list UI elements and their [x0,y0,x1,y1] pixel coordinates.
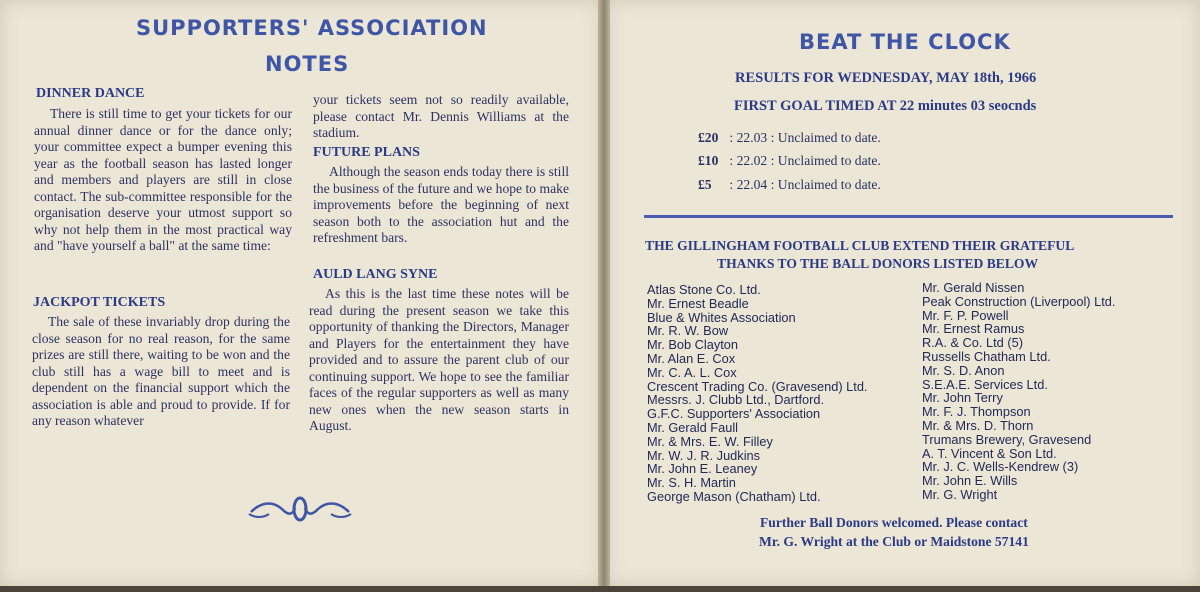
list-item: Messrs. J. Clubb Ltd., Dartford. [647,392,825,408]
list-item: Mr. S. D. Anon [922,362,1005,378]
prize-status: Unclaimed to date. [777,177,881,192]
list-item: Mr. R. W. Bow [647,323,729,339]
prize-status: Unclaimed to date. [777,130,881,145]
ornament-flourish-icon [245,492,355,526]
list-item: Blue & Whites Association [647,309,796,325]
auld-lang-syne-text: As this is the last time these notes will be read during the present season we take this opportunity of thanking the Directors, Manager and Players for the entertainment they have provided and to assure the parent club of our continuing support. We hope to see the familiar faces of the regular supporters as well as many new ones when the new season starts in August. [309,286,569,433]
list-item: Mr. Alan E. Cox [647,350,736,366]
list-item: Mr. C. A. L. Cox [647,364,737,380]
list-item: Mr. & Mrs. E. W. Filley [647,433,773,449]
dinner-dance-text: There is still time to get your tickets for our annual dinner dance or for the dance only; your committee expect a bumper evening this year as the football season has lasted longer and members and players are still in close contact. The sub-committee responsible for the organisation deserve your utmost support so why not help them in the most practical way and "have yourself a ball" at the same time: [34,106,292,253]
donors-right-list [922,281,1115,502]
list-item: Mr. F. P. Powell [922,307,1009,323]
left-page [0,0,602,586]
results-line: RESULTS FOR WEDNESDAY, MAY 18th, 1966 [735,70,1037,86]
list-item: Mr. S. H. Martin [647,475,736,491]
list-item: Mr. Ernest Ramus [922,321,1025,337]
list-item: Mr. John E. Leaney [647,461,758,477]
section-divider [644,215,1173,218]
jackpot-tickets-heading: JACKPOT TICKETS [33,295,166,310]
prize-row: £5 : 22.04 : Unclaimed to date. [698,177,881,192]
auld-lang-syne-heading: AULD LANG SYNE [313,267,438,282]
first-goal-line: FIRST GOAL TIMED AT 22 minutes 03 seocnds [734,98,1037,114]
prize-amount: £5 [698,177,712,192]
association-title-line2: NOTES [265,52,350,76]
list-item: George Mason (Chatham) Ltd. [647,488,821,504]
jackpot-tickets-text: The sale of these invariably drop during the close season for no real reason, for the same prizes are still there, waiting to be won and the club still has a wage bill to meet and is dependent on the financial support which the association is able and proud to provide. If for any reason whatever [32,314,290,428]
list-item: Peak Construction (Liverpool) Ltd. [922,293,1116,309]
prize-row: £10 : 22.02 : Unclaimed to date. [698,153,881,168]
list-item: Mr. Gerald Nissen [922,280,1025,295]
future-plans-heading: FUTURE PLANS [313,145,420,160]
right-page [606,0,1200,586]
list-item: Mr. & Mrs. D. Thorn [922,417,1034,433]
prize-row: £20 : 22.03 : Unclaimed to date. [698,130,881,145]
list-item: Mr. J. C. Wells-Kendrew (3) [922,459,1079,475]
prize-amount: £20 [698,130,719,145]
bottom-edge [0,586,1200,592]
prize-time: 22.04 [736,177,768,192]
list-item: Mr. Ernest Beadle [647,295,749,311]
list-item: S.E.A.E. Services Ltd. [922,376,1048,392]
list-item: Mr. Bob Clayton [647,337,739,353]
list-item: R.A. & Co. Ltd (5) [922,335,1023,351]
tickets-continuation-text: your tickets seem not so readily available, please contact Mr. Dennis Williams at the stadium. [313,92,569,140]
footer-line2: Mr. G. Wright at the Club or Maidstone 57141 [759,534,1029,549]
association-title-line1: SUPPORTERS' ASSOCIATION [136,16,488,40]
list-item: Crescent Trading Co. (Gravesend) Ltd. [647,378,868,394]
footer-line1: Further Ball Donors welcomed. Please contact [760,515,1028,530]
list-item: A. T. Vincent & Son Ltd. [922,445,1057,461]
list-item: Mr. G. Wright [922,486,998,502]
prize-amount: £10 [698,153,719,168]
thanks-line1: THE GILLINGHAM FOOTBALL CLUB EXTEND THEIR GRATEFUL [645,238,1075,253]
list-item: Mr. W. J. R. Judkins [647,447,761,463]
list-item: Mr. John Terry [922,390,1003,406]
list-item: Trumans Brewery, Gravesend [922,431,1092,447]
list-item: Mr. John E. Wills [922,473,1018,489]
future-plans-text: Although the season ends today there is still the business of the future and we hope to make improvements before the beginning of next season both to the association hut and the refreshment bars. [313,164,569,245]
prize-status: Unclaimed to date. [777,153,881,168]
beat-the-clock-title: BEAT THE CLOCK [799,30,1011,54]
prize-time: 22.03 [736,130,768,145]
list-item: Atlas Stone Co. Ltd. [647,282,761,297]
thanks-line2: THANKS TO THE BALL DONORS LISTED BELOW [717,256,1039,271]
prize-time: 22.02 [736,153,768,168]
list-item: Russells Chatham Ltd. [922,348,1051,364]
book-gutter [598,0,610,592]
list-item: G.F.C. Supporters' Association [647,406,821,422]
list-item: Mr. F. J. Thompson [922,404,1031,420]
list-item: Mr. Gerald Faull [647,419,739,435]
donors-left-list [647,283,868,504]
dinner-dance-heading: DINNER DANCE [36,86,145,101]
